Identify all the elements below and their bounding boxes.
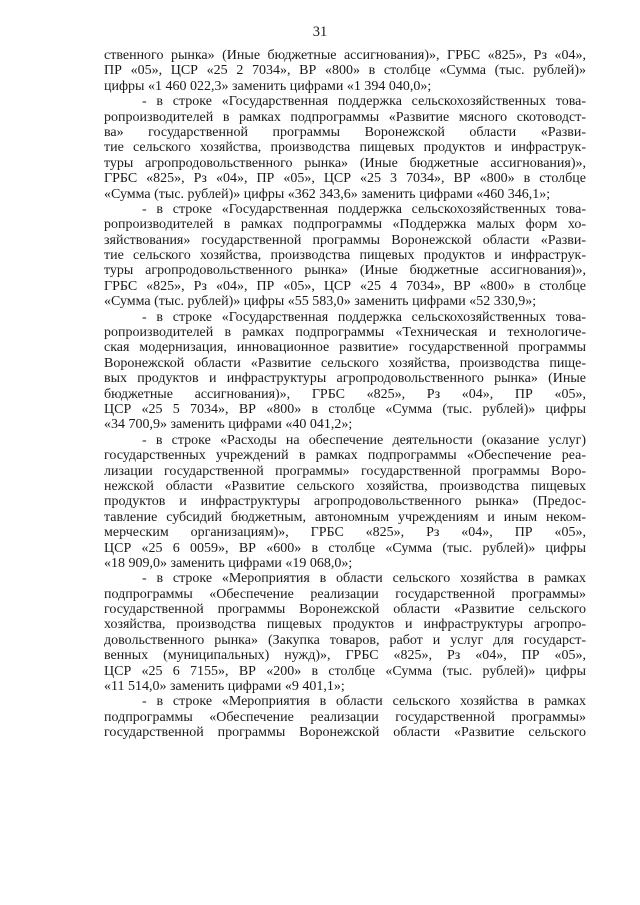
text-line: венных (муниципальных) нужд)», ГРБС «825», Рз «04», ПР «05»,	[104, 648, 586, 664]
text-line: государственной программы Воронежской области «Развитие сельского	[104, 602, 586, 618]
text-line: ГРБС «825», Рз «04», ПР «05», ЦСР «25 4 7034», ВР «800» в столбце	[104, 278, 586, 294]
text-line: ственного рынка» (Иные бюджетные ассигнования)», ГРБС «825», Рз «04»,	[104, 48, 586, 63]
text-line: «34 700,9» заменить цифрами «40 041,2»;	[104, 417, 353, 433]
text-line: довольственного рынка» (Закупка товаров, работ и услуг для государст-	[104, 632, 586, 648]
text-line: тие сельского хозяйства, производства пищевых продуктов и инфраструк-	[104, 248, 586, 264]
text-line: ПР «05», ЦСР «25 2 7034», ВР «800» в столбце «Сумма (тыс. рублей)»	[104, 63, 586, 79]
text-line: государственной программы Воронежской области «Развитие сельского	[104, 725, 586, 741]
text-line: туры агропродовольственного рынка» (Иные бюджетные ассигнования)»,	[104, 155, 586, 171]
text-line: зяйствования» государственной программы Воронежской области «Разви-	[104, 232, 586, 248]
text-line: Воронежской области «Развитие сельского хозяйства, производства пище-	[104, 355, 586, 371]
text-line: «18 909,0» заменить цифрами «19 068,0»;	[104, 555, 353, 571]
paragraph-small-farms	[104, 202, 586, 310]
text-line: - в строке «Мероприятия в области сельского хозяйства в рамках	[142, 694, 586, 710]
text-line: цифры «1 460 022,3» заменить цифрами «1 394 040,0»;	[104, 78, 432, 94]
text-line: ЦСР «25 5 7034», ВР «800» в столбце «Сумма (тыс. рублей)» цифры	[104, 401, 586, 417]
text-line: ЦСР «25 6 0059», ВР «600» в столбце «Сумма (тыс. рублей)» цифры	[104, 540, 586, 556]
text-line: - в строке «Государственная поддержка сельскохозяйственных това-	[142, 309, 586, 325]
text-line: продуктов и инфраструктуры агропродовольственного рынка» (Предос-	[104, 494, 586, 510]
text-line: нежской области «Развитие сельского хозяйства, производства пищевых	[104, 478, 586, 494]
document-body	[104, 48, 586, 741]
text-line: ЦСР «25 6 7155», ВР «200» в столбце «Сумма (тыс. рублей)» цифры	[104, 663, 586, 679]
text-line: тавление субсидий бюджетным, автономным учреждениям и иным неком-	[104, 509, 586, 525]
paragraph-agriculture-measures-procurement	[104, 571, 586, 694]
text-line: ропроизводителей в рамках подпрограммы «Развитие мясного скотоводст-	[104, 109, 586, 125]
text-line: - в строке «Государственная поддержка сельскохозяйственных това-	[142, 201, 586, 217]
text-line: тие сельского хозяйства, производства пищевых продуктов и инфраструк-	[104, 140, 586, 156]
text-line: туры агропродовольственного рынка» (Иные бюджетные ассигнования)»,	[104, 263, 586, 279]
text-line: ГРБС «825», Рз «04», ПР «05», ЦСР «25 3 7034», ВР «800» в столбце	[104, 171, 586, 187]
text-line: «11 514,0» заменить цифрами «9 401,1»;	[104, 679, 345, 695]
text-line: лизации государственной программы» государственной программы Воро-	[104, 463, 586, 479]
text-line: - в строке «Мероприятия в области сельского хозяйства в рамках	[142, 571, 586, 587]
text-line: ва» государственной программы Воронежской области «Разви-	[104, 124, 586, 140]
paragraph-agriculture-measures-continued	[104, 694, 586, 740]
text-line: бюджетные ассигнования)», ГРБС «825», Рз «04», ПР «05»,	[104, 386, 586, 402]
text-line: «Сумма (тыс. рублей)» цифры «362 343,6» заменить цифрами «460 346,1»;	[104, 186, 551, 202]
text-line: ская модернизация, инновационное развитие» государственной программы	[104, 340, 586, 356]
text-line: «Сумма (тыс. рублей)» цифры «55 583,0» заменить цифрами «52 330,9»;	[104, 294, 537, 310]
text-line: ропроизводителей в рамках подпрограммы «Техническая и технологиче-	[104, 325, 586, 341]
text-line: мерческим организациям)», ГРБС «825», Рз «04», ПР «05»,	[104, 525, 586, 541]
page-number: 31	[312, 24, 328, 40]
paragraph-tech-modernization	[104, 310, 586, 433]
paragraph-continuation	[104, 48, 586, 94]
paragraph-meat-cattle	[104, 94, 586, 202]
text-line: хозяйства, производства пищевых продуктов и инфраструктуры агропро-	[104, 617, 586, 633]
text-line: подпрограммы «Обеспечение реализации государственной программы»	[104, 709, 586, 725]
text-line: вых продуктов и инфраструктуры агропродовольственного рынка» (Иные	[104, 371, 586, 387]
text-line: государственных учреждений в рамках подпрограммы «Обеспечение реа-	[104, 448, 586, 464]
paragraph-state-institutions	[104, 433, 586, 572]
text-line: - в строке «Государственная поддержка сельскохозяйственных това-	[142, 94, 586, 110]
text-line: - в строке «Расходы на обеспечение деятельности (оказание услуг)	[142, 432, 586, 448]
text-line: подпрограммы «Обеспечение реализации государственной программы»	[104, 586, 586, 602]
text-line: ропроизводителей в рамках подпрограммы «Поддержка малых форм хо-	[104, 217, 586, 233]
